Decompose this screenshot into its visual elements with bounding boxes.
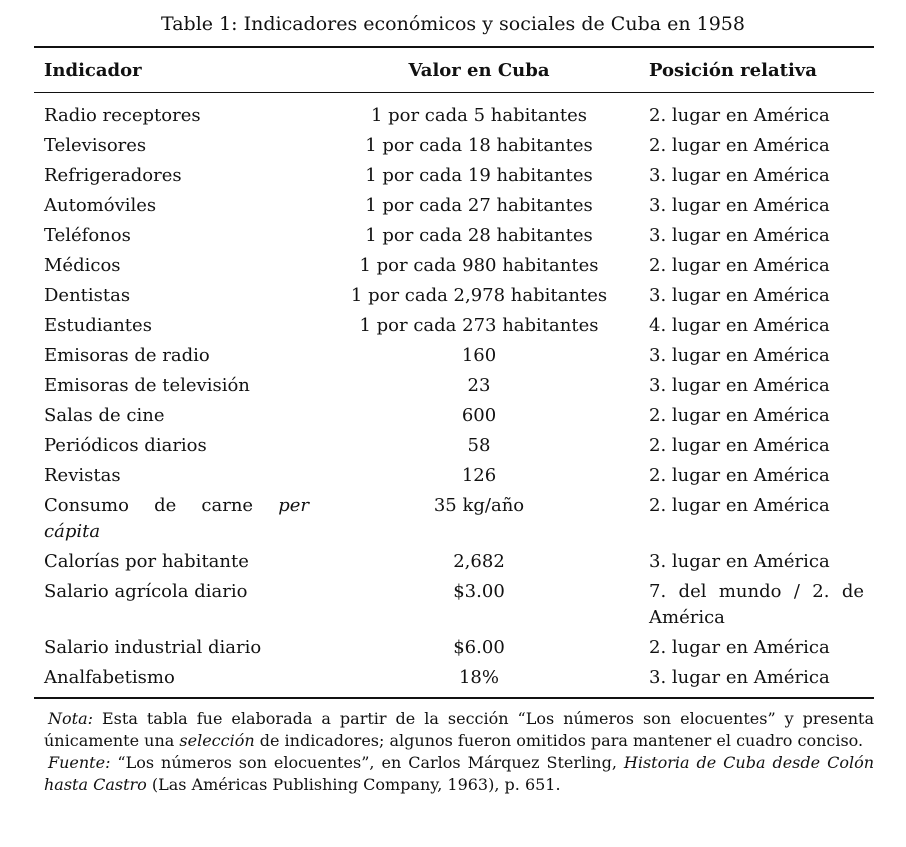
cell-indicador: Refrigeradores [44,165,182,186]
cell-posicion: 4. lugar en América [649,315,830,336]
cell-indicador: Radio receptores [44,105,201,126]
cell-posicion: 3. lugar en América [639,663,874,698]
nota-paragraph [44,708,874,752]
cell-valor: 1 por cada 28 habitantes [365,225,593,246]
table-row [34,491,874,547]
cell-valor: 160 [461,345,497,366]
table-caption: Table 1: Indicadores económicos y sociales de Cuba en 1958 [161,13,745,35]
cell-indicador: Salario industrial diario [44,637,262,658]
cell-indicador: Periódicos diarios [44,435,207,456]
cell-indicador: Calorías por habitante [44,551,249,572]
cell-indicador: Automóviles [44,195,157,216]
cell-posicion: 2. lugar en América [649,405,830,426]
cell-posicion: 3. lugar en América [649,285,830,306]
cell-posicion: 3. lugar en América [649,551,830,572]
cell-posicion: 3. lugar en América [649,345,830,366]
cell-valor: 1 por cada 27 habitantes [365,195,593,216]
table-header-row [34,48,874,93]
nota-label: Nota: [48,709,93,728]
cell-indicador-italic: per cápita [44,495,309,542]
cell-posicion: 2. lugar en América [649,105,830,126]
table-row [34,311,874,341]
table-row [34,431,874,461]
table-row [34,161,874,191]
cell-posicion: 2. lugar en América [649,135,830,156]
table-body [34,93,874,699]
table-row [34,191,874,221]
cell-valor: $3.00 [453,581,505,602]
cell-indicador: Dentistas [44,285,131,306]
fuente-text-2: (Las Américas Publishing Company, 1963), p. 651. [146,775,561,794]
header-posicion: Posición relativa [639,48,874,93]
cell-posicion: 3. lugar en América [649,375,830,396]
table-row [34,633,874,663]
nota-emphasis: selección [179,731,255,750]
table-row [34,281,874,311]
fuente-label: Fuente: [48,753,111,772]
cell-indicador: Estudiantes [44,315,152,336]
table-row [34,341,874,371]
cell-valor: 1 por cada 2,978 habitantes [350,285,608,306]
cell-posicion: 2. lugar en América [649,495,830,516]
nota-text-2: de indicadores; algunos fueron omitidos para mantener el cuadro conciso. [254,731,864,750]
table-row [34,461,874,491]
fuente-title: Historia de Cuba desde Colón hasta Castro [44,753,875,794]
cell-indicador: Emisoras de radio [44,345,210,366]
cell-valor: 600 [461,405,497,426]
header-indicador: Indicador [34,48,319,93]
cell-valor: 35 kg/año [433,495,525,516]
cell-indicador: Médicos [44,255,121,276]
cell-indicador: Revistas [44,465,121,486]
cell-valor: 2,682 [453,551,505,572]
fuente-paragraph [44,752,874,796]
cell-indicador: Salas de cine [44,405,165,426]
cell-posicion: 7. del mundo / 2. de América [649,581,864,628]
cell-indicador: Teléfonos [44,225,131,246]
table-row [34,251,874,281]
table-row [34,93,874,132]
nota-text-1: Esta tabla fue elaborada a partir de la sección “Los números son elocuentes” y presenta únicamente una [44,709,874,750]
cell-valor: 1 por cada 19 habitantes [365,165,593,186]
cell-posicion: 2. lugar en América [649,255,830,276]
cell-valor: 1 por cada 273 habitantes [359,315,599,336]
table-row [34,131,874,161]
cell-posicion: 2. lugar en América [649,465,830,486]
fuente-text-1: “Los números son elocuentes”, en Carlos Márquez Sterling, [110,753,624,772]
cell-valor: 1 por cada 5 habitantes [370,105,588,126]
table-row [34,221,874,251]
cell-valor: 23 [467,375,491,396]
cell-indicador: Salario agrícola diario [44,581,248,602]
table-notes [44,708,874,796]
cell-posicion: 3. lugar en América [649,165,830,186]
cell-posicion: 2. lugar en América [649,637,830,658]
indicators-table [34,46,874,699]
table-row [34,577,874,633]
cell-indicador: Analfabetismo [34,663,319,698]
cell-valor: 18% [319,663,639,698]
cell-indicador: Televisores [44,135,147,156]
cell-posicion: 2. lugar en América [649,435,830,456]
table-row [34,663,874,698]
cell-valor: 1 por cada 980 habitantes [359,255,599,276]
table-row [34,547,874,577]
cell-indicador: Consumo de carne per cápita [44,495,309,542]
cell-posicion: 3. lugar en América [649,225,830,246]
cell-posicion: 3. lugar en América [649,195,830,216]
cell-valor: $6.00 [453,637,505,658]
table-row [34,401,874,431]
cell-valor: 1 por cada 18 habitantes [365,135,593,156]
cell-valor: 126 [461,465,497,486]
header-valor: Valor en Cuba [319,48,639,93]
cell-valor: 58 [467,435,491,456]
table-row [34,371,874,401]
cell-indicador: Emisoras de televisión [44,375,250,396]
